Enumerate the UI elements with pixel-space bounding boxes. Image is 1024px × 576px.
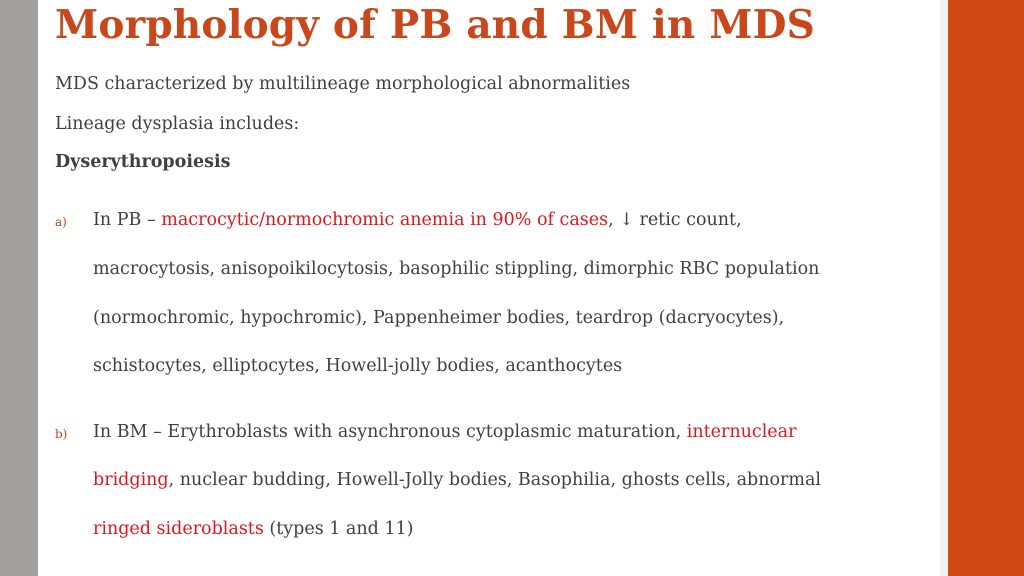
bullet-marker-a: a) (55, 215, 67, 229)
slide-title: Morphology of PB and BM in MDS (55, 2, 816, 48)
bullet-b-text: In BM – Erythroblasts with asynchronous cytoplasmic maturation, (93, 422, 687, 442)
bullet-b-highlight-2: bridging (93, 470, 169, 490)
bullet-a-text: In PB – (93, 210, 162, 230)
left-accent-bar (0, 0, 38, 576)
bullet-a-line-3: (normochromic, hypochromic), Pappenheimer bodies, teardrop (dacryocytes), (93, 308, 785, 328)
bullet-marker-b: b) (55, 427, 68, 441)
bullet-b-line-2 (93, 470, 821, 490)
bullet-b-line-3 (93, 519, 414, 539)
bullet-b-highlight: internuclear (686, 422, 797, 442)
bullet-a-highlight: macrocytic/normochromic anemia in 90% of cases (161, 210, 609, 230)
bullet-b-text-3: (types 1 and 11) (263, 519, 414, 539)
bullet-a-line-2: macrocytosis, anisopoikilocytosis, basophilic stippling, dimorphic RBC population (93, 259, 820, 279)
subheading: Dyserythropoiesis (55, 152, 231, 172)
lineage-text: Lineage dysplasia includes: (55, 114, 300, 134)
bullet-a-line-4: schistocytes, elliptocytes, Howell-jolly bodies, acanthocytes (93, 356, 623, 376)
right-gap (940, 0, 948, 576)
bullet-b-text-2: , nuclear budding, Howell-Jolly bodies, Basophilia, ghosts cells, abnormal (168, 470, 822, 490)
bullet-a-line-1 (93, 210, 742, 230)
bullet-b-line-1 (93, 422, 796, 442)
intro-text: MDS characterized by multilineage morphological abnormalities (55, 74, 631, 94)
bullet-a-text-post: , ↓ retic count, (608, 210, 742, 230)
bullet-b-highlight-3: ringed sideroblasts (93, 519, 264, 539)
right-accent-bar (948, 0, 1024, 576)
